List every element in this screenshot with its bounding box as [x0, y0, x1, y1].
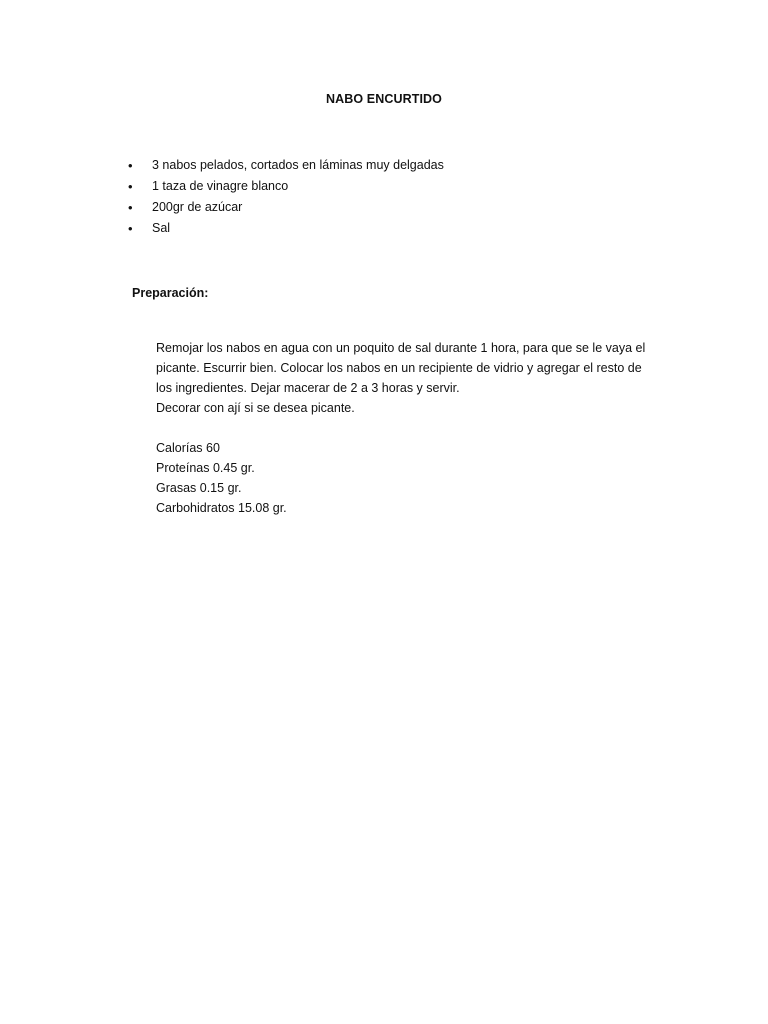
ingredient-text: 1 taza de vinagre blanco — [152, 179, 289, 193]
list-item — [128, 218, 444, 239]
bullet-icon: • — [128, 158, 133, 173]
list-item — [128, 155, 444, 176]
bullet-icon: • — [128, 200, 133, 215]
ingredient-text: 3 nabos pelados, cortados en láminas muy delgadas — [152, 158, 444, 172]
nutrition-calories: Calorías 60 — [156, 441, 220, 455]
preparation-body — [156, 338, 656, 418]
nutrition-proteins: Proteínas 0.45 gr. — [156, 461, 255, 475]
preparation-heading: Preparación: — [132, 286, 209, 300]
preparation-paragraph: Remojar los nabos en agua con un poquito de sal durante 1 hora, para que se le vaya el picante. Escurrir bien. Colocar los nabos en un recipiente de vidrio y agregar el resto de los ingredientes. Dejar macerar de 2 a 3 horas y servir. — [156, 341, 646, 395]
list-item — [128, 197, 444, 218]
nutrition-fats: Grasas 0.15 gr. — [156, 481, 242, 495]
ingredient-text: Sal — [152, 221, 171, 235]
bullet-icon: • — [128, 221, 133, 236]
list-item — [128, 176, 444, 197]
nutrition-info — [156, 438, 287, 518]
preparation-note: Decorar con ají si se desea picante. — [156, 401, 355, 415]
recipe-title: NABO ENCURTIDO — [326, 92, 442, 106]
ingredients-list — [128, 155, 444, 239]
nutrition-carbohydrates: Carbohidratos 15.08 gr. — [156, 501, 287, 515]
bullet-icon: • — [128, 179, 133, 194]
ingredient-text: 200gr de azúcar — [152, 200, 243, 214]
